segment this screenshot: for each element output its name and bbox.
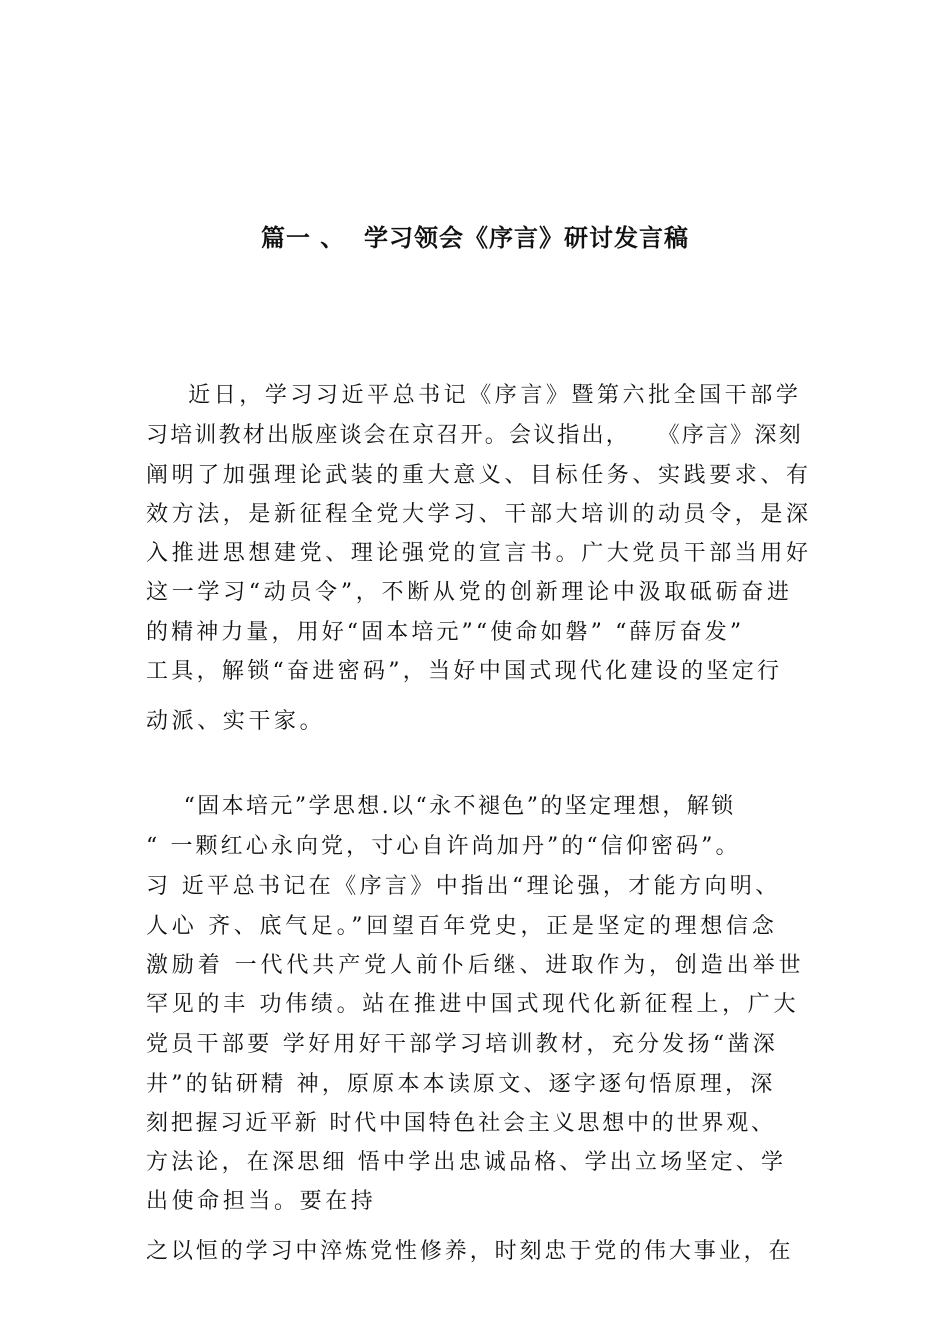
- text-line: 刻把握习近平新 时代中国特色社会主义思想中的世界观、: [146, 1111, 776, 1136]
- text-line: 人心 齐、底气足。”回望百年党史，正是坚定的理想信念: [146, 914, 778, 939]
- text-line: 近日，学习习近平总书记《序言》暨第六批全国干部学: [146, 383, 802, 408]
- text-line: “固本培元”学思想.以“永不褪色”的坚定理想，解锁: [146, 794, 736, 819]
- document-title: 篇一 、 学习领会《序言》研讨发言稿: [260, 224, 690, 252]
- text-line: 习培训教材出版座谈会在京召开。会议指出， 《序言》深刻: [146, 423, 803, 448]
- text-line: 效方法，是新征程全党大学习、干部大培训的动员令，是深: [146, 502, 812, 527]
- text-line: “ 一颗红心永向党，寸心自许尚加丹”的“信仰密码”。: [146, 834, 741, 859]
- text-line: 的精神力量，用好“固本培元”“使命如磐” “薛厉奋发”: [146, 620, 745, 645]
- text-line: 激励着 一代代共产党人前仆后继、进取作为，创造出举世: [146, 953, 805, 978]
- text-line: 习 近平总书记在《序言》中指出“理论强，才能方向明、: [146, 874, 781, 899]
- text-line: 阐明了加强理论武装的重大意义、目标任务、实践要求、有: [146, 463, 812, 488]
- text-line: 之以恒的学习中淬炼党性修养，时刻忠于党的伟大事业，在: [146, 1239, 794, 1264]
- text-line: 方法论，在深思细 悟中学出忠诚品格、学出立场坚定、学: [146, 1150, 787, 1175]
- text-line: 井”的钻研精 神，原原本本读原文、逐字逐句悟原理，深: [146, 1072, 776, 1097]
- text-line: 工具，解锁“奋进密码”，当好中国式现代化建设的坚定行: [146, 659, 783, 684]
- text-line: 这一学习“动员令”，不断从党的创新理论中汲取砥砺奋进: [146, 580, 793, 605]
- text-line: 出使命担当。要在持: [146, 1189, 377, 1214]
- text-line: 罕见的丰 功伟绩。站在推进中国式现代化新征程上，广大: [146, 992, 800, 1017]
- text-line: 入推进思想建党、理论强党的宣言书。广大党员干部当用好: [146, 541, 812, 566]
- text-line: 动派、实干家。: [146, 709, 326, 734]
- text-line: 党员干部要 学好用好干部学习培训教材，充分发扬“凿深: [146, 1032, 779, 1057]
